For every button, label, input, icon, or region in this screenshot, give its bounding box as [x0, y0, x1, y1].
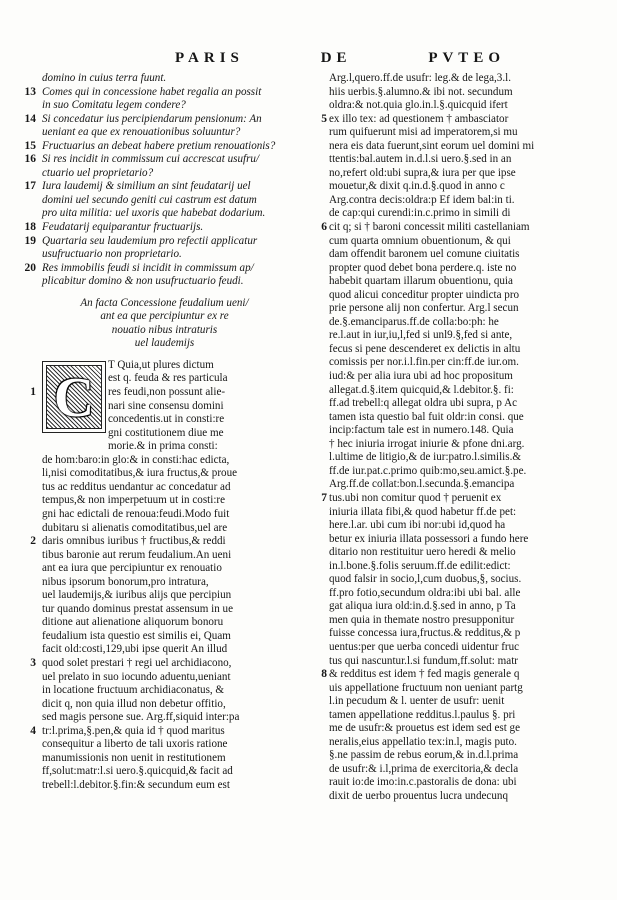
initial-letter: C — [53, 366, 95, 429]
body-line: Arg.l,quero.ff.de usufr: leg.& de lega,3.l. — [329, 72, 511, 84]
spacer — [22, 351, 307, 359]
body-line: gat aliqua iura old:in.d.§.sed in anno, p Ta — [329, 600, 516, 613]
body-line: l.ultime de litigio,& de iur:patro.l.similis.& — [329, 451, 521, 464]
body-line: rum quifuerunt misi ad imperatorem,si mu — [329, 126, 518, 139]
body-line: 7 tus.ubi non comitur quod † peruenit ex — [321, 491, 502, 504]
body-line: quod falsir in socio,l,cum duobus,§, socius. — [329, 573, 522, 586]
summary-line: ueniant ea que ex renouationibus soluuntur? — [42, 126, 241, 139]
body-line: incip:factum tale est in numero.148. Quia — [329, 424, 514, 437]
body-line: uel laudemijs,& iuribus alijs que percipiun — [42, 589, 232, 602]
body-line: rauit io:de imo:in.c.pastoralis de dona: ubi — [329, 776, 517, 789]
body-line: dam offendit baronem uel comune ciuitatis — [329, 248, 520, 261]
body-line: men quia in themate nostro presupponitur — [329, 613, 515, 626]
body-line: tus qui nascuntur.l.si fundum,ff.solut: matr — [329, 654, 518, 667]
body-line: dixit de uerbo prouentus lucra undecunq — [329, 789, 508, 802]
body-line: nibus ipsorum bonorum,pro intratura, — [42, 575, 209, 588]
body-line: tur quando dominus prestat assensum in ue — [42, 602, 234, 615]
body-line: iniuria illata fibi,& quod habetur ff.de pet: — [329, 505, 517, 518]
body-line: 4 tr:l.prima,§.pen,& quia id † quod maritus — [30, 724, 225, 737]
body-line: est q. feuda & res particula — [108, 372, 228, 385]
body-line: Arg.contra decis:oldra:p Ef idem bal:in ti. — [329, 193, 515, 206]
heading-line: uel laudemijs — [134, 337, 195, 350]
summary-line: domini uel secundo geniti cui castrum est datum — [42, 193, 257, 206]
body-line: 1 res feudi,non possunt alie- — [30, 386, 226, 399]
body-line: nari sine consensu domini — [108, 399, 224, 412]
body-line: uis appellatione fructuum non ueniant partg — [329, 681, 523, 694]
summary-line: 15 Fructuarius an debeat habere pretium renouationis? — [24, 139, 276, 152]
body-line: li,nisi comoditatibus,& iura fructus,& proue — [42, 467, 238, 480]
body-line: T Quia,ut plures dictum — [108, 358, 214, 371]
body-line: ant ea iura que percipiuntur ex renouatio — [42, 562, 222, 575]
spacer — [22, 289, 307, 297]
body-line: uentus:per que uerba concedi uidentur fruc — [329, 640, 520, 653]
body-line: 2 daris omnibus iuribus † fructibus,& reddi — [30, 535, 226, 548]
body-line: tibus baronie aut rerum feudalium.An ueni — [42, 548, 232, 561]
body-line: feudalium ista questio est similis ei, Quam — [42, 629, 231, 642]
right-column — [313, 72, 603, 804]
summary-list — [22, 72, 307, 289]
body-line: no,refert old:ubi supra,& iura per que ipse — [329, 166, 516, 179]
body-line: facit old:costi,129,ubi ipse querit An illud — [42, 643, 228, 656]
body-line: oldra:& not.quia glo.in.l.§.quicquid ifert — [329, 99, 508, 112]
body-line: comissis per nor.i.l.fin.per cin:ff.de iur.om. — [329, 356, 519, 369]
body-line: uel prelato in suo iocundo aduentu,ueniant — [42, 670, 231, 683]
summary-line: usufructuario non proprietario. — [42, 248, 182, 261]
summary-line: plicabitur domino & non usufructuario feudi. — [42, 275, 244, 288]
body-line: ditione aut alienatione aliquorum bonoru — [42, 616, 224, 629]
body-line: 8 & redditus est idem † fed magis generale q — [321, 668, 520, 681]
body-line: trebell:l.debitor.§.fin:& secundum eum est — [42, 778, 230, 791]
body-line: dicit q, non quia illud non debetur offitio, — [42, 697, 226, 710]
running-head — [175, 50, 505, 67]
body-line: propter quod debet bona perdere.q. iste no — [329, 261, 517, 274]
body-line: quod alicui conceditur propter uindicta pro — [329, 288, 520, 301]
body-text — [22, 440, 307, 792]
body-line: concedentis.ut in consti:re — [108, 413, 225, 426]
heading-line: nouatio nibus intraturis — [111, 323, 218, 336]
summary-line: 18 Feudatarij equiparantur fructuarijs. — [24, 221, 204, 234]
body-line: here.l.ar. ubi cum ibi nor:ubi id,quod ha — [329, 519, 506, 532]
body-line: 5 ex illo tex: ad questionem † ambasciator — [321, 112, 509, 125]
summary-line: 17 Iura laudemij & similium an sint feudatarij uel — [24, 180, 251, 193]
body-line: iud:& per alia iura ubi ad hoc propositum — [329, 370, 513, 383]
body-line: re.l.aut in iur,iu,l,fed si unl9.§,fed si ante, — [329, 329, 513, 342]
body-line: ff.pro fotio,secundum oldra:ibi ubi bal. alle — [329, 586, 521, 599]
body-line: † hec iniuria irrogat iniurie & pfone dni.arg. — [329, 437, 525, 450]
body-line: allegat.d.§.item quicquid,& l.debitor.§. fi: — [329, 383, 514, 396]
body-line: hiis uerbis.§.alumno.& ibi not. secundum — [329, 85, 513, 98]
summary-line: ctuario uel proprietario? — [42, 166, 154, 179]
body-line: mouetur,& dixit q.in.d.§.quod in anno c — [329, 180, 505, 193]
body-line: neralis,eius appellatio tex:in.l, magis puto. — [329, 735, 517, 748]
body-line: betur ex iniuria illata possessori a fundo here — [329, 532, 529, 545]
body-line: habebit quartam illarum obuentionu, quia — [329, 275, 513, 288]
body-line: consequitur a liberto de tali uxoris ratione — [42, 738, 228, 751]
summary-line: in suo Comitatu legem condere? — [42, 99, 186, 112]
body-line: prie persone alij non confertur. Arg.l secun — [329, 302, 519, 315]
left-column — [22, 72, 307, 792]
summary-line: 19 Quartaria seu laudemium pro refectii applicatur — [24, 234, 258, 247]
body-line: gni hac edictali de renoua:feudi.Modo fuit — [42, 507, 230, 520]
body-line: de hom:baro:in glo:& in consti:hac edicta, — [42, 453, 230, 466]
body-line: gni costitutionem diue me — [108, 426, 224, 439]
heading-line: An facta Concessione feudalium ueni/ — [80, 296, 249, 309]
body-line: tamen appellatione redditus.l.paulus §. pri — [329, 708, 516, 721]
body-line: ff.ad trebell:q allegat oldra ubi supra, p Ac — [329, 397, 518, 410]
summary-line: 20 Res immobilis feudi si incidit in commissum ap/ — [24, 261, 254, 274]
body-line: cum quarta omnium obuentionum, & qui — [329, 234, 511, 247]
body-line: de.§.emanciparus.ff.de colla:bo:ph: he — [329, 315, 499, 328]
running-head-left: PARIS — [175, 50, 244, 66]
body-line: me de usufr:& prouetus est idem sed est ge — [329, 722, 521, 735]
body-line: ff,solut:matr:l.si uero.§.quicquid,& facit ad — [42, 765, 233, 778]
summary-line: 16 Si res incidit in commissum cui accrescat usufru/ — [24, 153, 260, 166]
running-head-right: PVTEO — [428, 50, 505, 66]
body-line: tus ac redditus uendantur ac concedatur ad — [42, 480, 231, 493]
body-line: in locatione fructuum archidiaconatus, & — [42, 684, 225, 697]
body-line: fuisse concessa iura,fructus.& redditus,& p — [329, 627, 521, 640]
summary-line: 14 Si concedatur ius percipiendarum pensionum: An — [24, 112, 262, 125]
body-line: §.ne passim de rebus eorum,& in.d.l.prima — [329, 749, 519, 762]
summary-line: 13 Comes qui in concessione habet regalia an possit — [24, 85, 262, 98]
body-line: de cap:qui curendi:in.c.primo in simili di — [329, 207, 511, 220]
body-line: 6 cit q; si † baroni concessit militi castellaniam — [321, 221, 530, 234]
body-line: de usufr:& i.l,prima de exercitoria,& decla — [329, 762, 519, 775]
body-line: 3 quod solet prestari † regi uel archidiacono, — [30, 656, 232, 669]
heading-line: ant ea que percipiuntur ex re — [100, 310, 229, 323]
body-line: Arg.ff.de collat:bon.l.secunda.§.emancipa — [329, 478, 515, 491]
body-line: sed magis persone sue. Arg.ff,siquid inter:pa — [42, 711, 240, 724]
body-line: in.l.bone.§.folis seruum.ff.de edilit:edict: — [329, 559, 511, 572]
decorated-initial-block — [22, 359, 307, 440]
body-line: tempus,& non imperpetuum ut in costi:re — [42, 494, 226, 507]
body-line: fecus si pene descenderet ex delictis in altu — [329, 342, 521, 355]
body-line: tamen ista questio bal fuit oldr:in consi. que — [329, 410, 524, 423]
section-heading — [22, 297, 307, 351]
running-head-middle: DE — [320, 50, 352, 66]
summary-line: domino in cuius terra fuunt. — [42, 72, 167, 84]
body-line: dubitaru si alienatis comoditatibus,uel are — [42, 521, 228, 534]
body-line: ttentis:bal.autem in.d.l.si uero.§.sed in an — [329, 153, 512, 166]
body-line: nera eis data fuerunt,sint eorum uel domini mi — [329, 139, 535, 152]
body-line: morie.& in prima consti: — [108, 440, 218, 453]
body-line: manumissionis non uenit in restitutionem — [42, 751, 226, 764]
body-line: l.in pecudum & l. uenter de usufr: uenit — [329, 695, 505, 708]
body-line: ditario non restituitur uero heredi & melio — [329, 546, 516, 559]
summary-line: pro uita militia: uel uxoris que habebat dodarium. — [42, 207, 266, 220]
body-line: ff.de iur.pat.c.primo quib:mo,seu.amict.§.pe. — [329, 464, 527, 477]
